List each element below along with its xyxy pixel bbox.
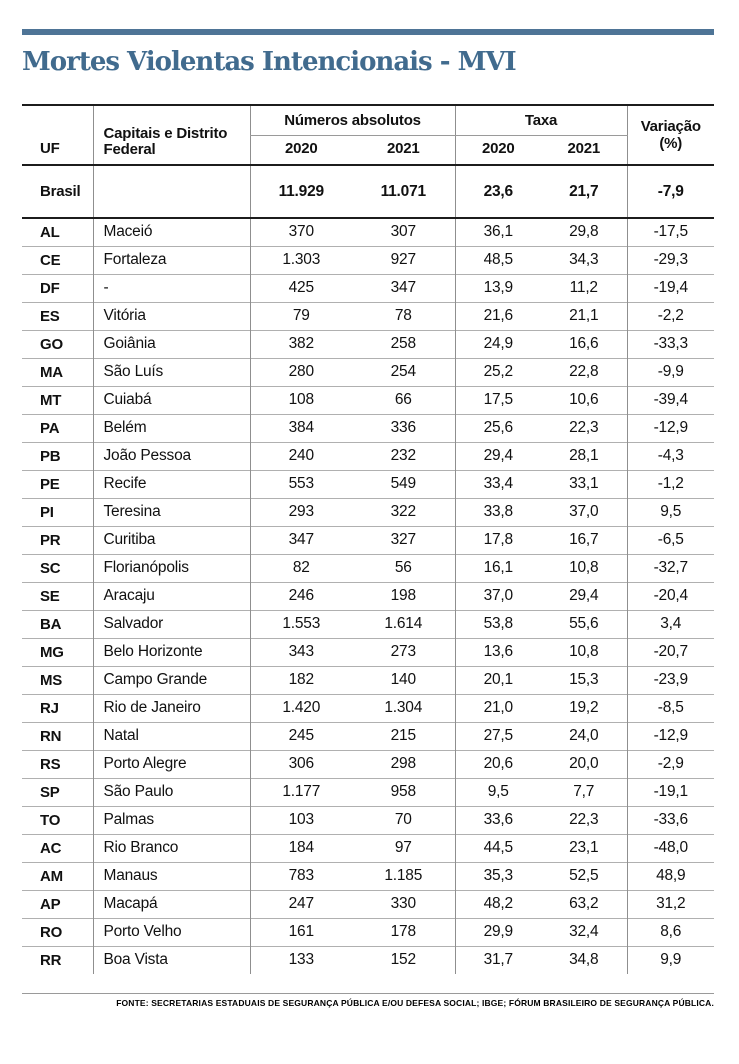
cell-capital: - xyxy=(93,274,250,302)
table-row xyxy=(22,386,714,414)
cell-taxa-2020: 13,6 xyxy=(455,638,541,666)
cell-taxa-2021: 28,1 xyxy=(569,447,599,464)
cell-abs-2020: 384 xyxy=(250,414,352,442)
cell-capital: Recife xyxy=(93,470,250,498)
table-row xyxy=(22,554,714,582)
cell-uf: BA xyxy=(40,615,62,633)
cell-capital: Maceió xyxy=(93,218,250,246)
cell-taxa-2020: 16,1 xyxy=(455,554,541,582)
cell-taxa-2021: 55,6 xyxy=(569,615,599,632)
cell-uf: SP xyxy=(40,783,60,801)
column-header-abs-2021: 2021 xyxy=(386,140,420,157)
table-row xyxy=(22,638,714,666)
cell-capital: Boa Vista xyxy=(93,946,250,974)
cell-taxa-2020: 33,4 xyxy=(455,470,541,498)
cell-taxa-2020: 37,0 xyxy=(455,582,541,610)
cell-capital: Manaus xyxy=(93,862,250,890)
cell-variacao: -39,4 xyxy=(627,386,714,414)
cell-taxa-2021: 10,8 xyxy=(569,559,599,576)
column-header-uf: UF xyxy=(40,140,60,157)
mvi-table xyxy=(22,104,714,974)
cell-taxa-2020: 31,7 xyxy=(455,946,541,974)
cell-variacao: -48,0 xyxy=(627,834,714,862)
cell-abs-2021: 152 xyxy=(390,951,416,969)
column-group-taxa: Taxa xyxy=(455,105,627,135)
cell-capital: Macapá xyxy=(93,890,250,918)
cell-taxa-2020: 21,6 xyxy=(455,302,541,330)
cell-variacao: -19,1 xyxy=(627,778,714,806)
cell-uf: RN xyxy=(40,727,62,745)
cell-taxa-2021: 23,1 xyxy=(569,839,599,856)
cell-abs-2021: 258 xyxy=(390,335,416,352)
cell-capital: São Luís xyxy=(93,358,250,386)
column-group-absolutos: Números absolutos xyxy=(250,105,455,135)
cell-abs-2020: 382 xyxy=(250,330,352,358)
cell-abs-2020: 553 xyxy=(250,470,352,498)
cell-abs-2021: 78 xyxy=(394,307,412,324)
cell-variacao: -23,9 xyxy=(627,666,714,694)
cell-capital: Vitória xyxy=(93,302,250,330)
cell-abs-2021: 347 xyxy=(390,279,416,296)
cell-abs-2021: 330 xyxy=(390,895,416,912)
cell-taxa-2020: 13,9 xyxy=(455,274,541,302)
table-body xyxy=(22,218,714,974)
cell-taxa-2021: 15,3 xyxy=(569,671,599,688)
table-row xyxy=(22,694,714,722)
cell-taxa-2021: 19,2 xyxy=(569,699,599,716)
cell-variacao: -8,5 xyxy=(627,694,714,722)
cell-taxa-2021: 24,0 xyxy=(569,727,599,744)
cell-abs-2020: 240 xyxy=(250,442,352,470)
cell-abs-2020: 783 xyxy=(250,862,352,890)
summary-row-brasil xyxy=(22,165,714,218)
cell-abs-2021: 97 xyxy=(394,839,412,856)
cell-capital: Porto Alegre xyxy=(93,750,250,778)
cell-variacao: -29,3 xyxy=(627,246,714,274)
cell-uf: MA xyxy=(40,363,63,381)
cell-variacao: -32,7 xyxy=(627,554,714,582)
cell-taxa-2020: 27,5 xyxy=(455,722,541,750)
source-note: FONTE: SECRETARIAS ESTADUAIS DE SEGURANÇA PÚBLICA E/OU DEFESA SOCIAL; IBGE; FÓRUM BRASILEIRO DE SEGURANÇA PÚBLICA. xyxy=(22,993,714,1008)
cell-taxa-2020: 48,2 xyxy=(455,890,541,918)
cell-taxa-2020: 24,9 xyxy=(455,330,541,358)
cell-uf: AM xyxy=(40,867,63,885)
cell-taxa-2020: 20,1 xyxy=(455,666,541,694)
cell-variacao: -33,3 xyxy=(627,330,714,358)
cell-taxa-2021: 29,8 xyxy=(569,223,599,241)
cell-taxa-2021: 22,3 xyxy=(569,811,599,828)
cell-taxa-2021: 34,3 xyxy=(569,251,599,268)
table-row xyxy=(22,442,714,470)
cell-abs-2020: 1.303 xyxy=(250,246,352,274)
cell-capital: Natal xyxy=(93,722,250,750)
cell-abs-2020: 425 xyxy=(250,274,352,302)
cell-taxa-2020: 35,3 xyxy=(455,862,541,890)
cell-variacao: -4,3 xyxy=(627,442,714,470)
table-row xyxy=(22,498,714,526)
cell-taxa-2020: 17,8 xyxy=(455,526,541,554)
table-row xyxy=(22,414,714,442)
cell-taxa-2021: 22,3 xyxy=(569,419,599,436)
cell-abs-2020: 247 xyxy=(250,890,352,918)
table-row xyxy=(22,470,714,498)
cell-abs-2020: 103 xyxy=(250,806,352,834)
cell-uf: PR xyxy=(40,531,61,549)
cell-abs-2020: 246 xyxy=(250,582,352,610)
cell-taxa-2021: 10,6 xyxy=(569,391,599,408)
cell-taxa-2021: 21,1 xyxy=(569,307,599,324)
table-row xyxy=(22,862,714,890)
cell-abs-2021: 298 xyxy=(390,755,416,772)
cell-abs-2020: 370 xyxy=(250,218,352,246)
cell-abs-2020: 280 xyxy=(250,358,352,386)
cell-variacao: -19,4 xyxy=(627,274,714,302)
cell-capital: Rio de Janeiro xyxy=(93,694,250,722)
cell-abs-2021: 307 xyxy=(390,223,416,241)
cell-taxa-2020: 29,9 xyxy=(455,918,541,946)
cell-variacao: 31,2 xyxy=(627,890,714,918)
cell-uf: DF xyxy=(40,279,60,297)
accent-rule xyxy=(22,29,714,35)
cell-abs-2020: 1.553 xyxy=(250,610,352,638)
cell-uf: AL xyxy=(40,223,60,241)
cell-taxa-2021: 22,8 xyxy=(569,363,599,380)
cell-taxa-2020: 53,8 xyxy=(455,610,541,638)
cell-taxa-2021: 16,6 xyxy=(569,335,599,352)
cell-taxa-2021: 16,7 xyxy=(569,531,599,548)
table-row xyxy=(22,246,714,274)
summary-taxa-2021: 21,7 xyxy=(569,182,599,200)
cell-uf: PE xyxy=(40,475,60,493)
cell-abs-2021: 198 xyxy=(390,587,416,604)
cell-taxa-2020: 25,2 xyxy=(455,358,541,386)
cell-variacao: -2,2 xyxy=(627,302,714,330)
cell-taxa-2020: 33,6 xyxy=(455,806,541,834)
cell-abs-2021: 140 xyxy=(390,671,416,688)
summary-abs-2021: 11.071 xyxy=(380,182,426,200)
cell-taxa-2021: 33,1 xyxy=(569,475,599,492)
table-row xyxy=(22,330,714,358)
cell-variacao: -17,5 xyxy=(627,218,714,246)
summary-uf: Brasil xyxy=(40,183,81,200)
cell-uf: SE xyxy=(40,587,60,605)
table-header xyxy=(22,105,714,165)
summary-capital xyxy=(93,165,250,218)
cell-uf: PI xyxy=(40,503,54,521)
column-header-taxa-2020: 2020 xyxy=(455,135,541,165)
cell-variacao: 48,9 xyxy=(627,862,714,890)
cell-uf: GO xyxy=(40,335,63,353)
cell-variacao: -9,9 xyxy=(627,358,714,386)
cell-taxa-2021: 7,7 xyxy=(573,783,595,800)
cell-variacao: -20,4 xyxy=(627,582,714,610)
summary-variacao: -7,9 xyxy=(627,165,714,218)
cell-variacao: 9,5 xyxy=(627,498,714,526)
cell-capital: Aracaju xyxy=(93,582,250,610)
cell-abs-2020: 79 xyxy=(250,302,352,330)
cell-variacao: -33,6 xyxy=(627,806,714,834)
cell-abs-2021: 322 xyxy=(390,503,416,520)
cell-taxa-2020: 33,8 xyxy=(455,498,541,526)
cell-abs-2021: 1.304 xyxy=(384,699,423,716)
cell-abs-2020: 245 xyxy=(250,722,352,750)
cell-abs-2021: 1.614 xyxy=(384,615,423,632)
cell-abs-2020: 347 xyxy=(250,526,352,554)
cell-taxa-2020: 48,5 xyxy=(455,246,541,274)
cell-taxa-2020: 44,5 xyxy=(455,834,541,862)
infographic xyxy=(22,29,714,1008)
table-row xyxy=(22,302,714,330)
cell-abs-2020: 343 xyxy=(250,638,352,666)
cell-abs-2020: 182 xyxy=(250,666,352,694)
cell-variacao: -20,7 xyxy=(627,638,714,666)
cell-uf: AC xyxy=(40,839,62,857)
cell-uf: PB xyxy=(40,447,61,465)
cell-taxa-2021: 34,8 xyxy=(569,951,599,969)
cell-abs-2021: 1.185 xyxy=(384,867,423,884)
column-header-variacao: Variação (%) xyxy=(627,105,714,165)
cell-uf: MS xyxy=(40,671,63,689)
cell-taxa-2021: 20,0 xyxy=(569,755,599,772)
cell-variacao: 3,4 xyxy=(627,610,714,638)
cell-abs-2021: 336 xyxy=(390,419,416,436)
cell-uf: AP xyxy=(40,895,61,913)
column-header-taxa-2021: 2021 xyxy=(567,140,601,157)
cell-taxa-2020: 17,5 xyxy=(455,386,541,414)
table-row xyxy=(22,666,714,694)
cell-capital: Florianópolis xyxy=(93,554,250,582)
cell-abs-2021: 327 xyxy=(390,531,416,548)
cell-variacao: -1,2 xyxy=(627,470,714,498)
cell-abs-2020: 108 xyxy=(250,386,352,414)
cell-abs-2021: 178 xyxy=(390,923,416,940)
cell-taxa-2021: 29,4 xyxy=(569,587,599,604)
table-summary xyxy=(22,165,714,218)
cell-abs-2020: 1.177 xyxy=(250,778,352,806)
cell-variacao: 9,9 xyxy=(627,946,714,974)
cell-variacao: 8,6 xyxy=(627,918,714,946)
cell-uf: PA xyxy=(40,419,60,437)
cell-abs-2021: 273 xyxy=(390,643,416,660)
cell-taxa-2020: 29,4 xyxy=(455,442,541,470)
cell-abs-2020: 161 xyxy=(250,918,352,946)
cell-capital: Campo Grande xyxy=(93,666,250,694)
cell-abs-2020: 293 xyxy=(250,498,352,526)
cell-abs-2021: 66 xyxy=(394,391,412,408)
cell-uf: TO xyxy=(40,811,61,829)
cell-variacao: -12,9 xyxy=(627,414,714,442)
cell-capital: São Paulo xyxy=(93,778,250,806)
table-row xyxy=(22,610,714,638)
cell-abs-2021: 232 xyxy=(390,447,416,464)
cell-taxa-2021: 63,2 xyxy=(569,895,599,912)
cell-taxa-2020: 20,6 xyxy=(455,750,541,778)
cell-abs-2020: 82 xyxy=(250,554,352,582)
cell-capital: Salvador xyxy=(93,610,250,638)
cell-abs-2021: 254 xyxy=(390,363,416,380)
cell-taxa-2021: 32,4 xyxy=(569,923,599,940)
cell-abs-2021: 56 xyxy=(394,559,412,576)
cell-taxa-2020: 25,6 xyxy=(455,414,541,442)
summary-taxa-2020: 23,6 xyxy=(455,165,541,218)
cell-abs-2020: 306 xyxy=(250,750,352,778)
cell-uf: MT xyxy=(40,391,62,409)
cell-uf: MG xyxy=(40,643,64,661)
cell-abs-2021: 70 xyxy=(394,811,412,828)
cell-uf: RO xyxy=(40,923,63,941)
column-header-capital: Capitais e Distrito Federal xyxy=(93,105,250,165)
cell-capital: Goiânia xyxy=(93,330,250,358)
table-row xyxy=(22,918,714,946)
table-row xyxy=(22,806,714,834)
table-row xyxy=(22,946,714,974)
cell-taxa-2020: 21,0 xyxy=(455,694,541,722)
cell-abs-2020: 133 xyxy=(250,946,352,974)
cell-capital: Cuiabá xyxy=(93,386,250,414)
cell-uf: ES xyxy=(40,307,60,325)
cell-capital: Belém xyxy=(93,414,250,442)
cell-capital: João Pessoa xyxy=(93,442,250,470)
table-row xyxy=(22,778,714,806)
cell-capital: Palmas xyxy=(93,806,250,834)
cell-uf: CE xyxy=(40,251,61,269)
cell-taxa-2020: 9,5 xyxy=(455,778,541,806)
table-row xyxy=(22,750,714,778)
cell-uf: RS xyxy=(40,755,61,773)
table-row xyxy=(22,274,714,302)
cell-capital: Rio Branco xyxy=(93,834,250,862)
table-row xyxy=(22,890,714,918)
cell-abs-2020: 1.420 xyxy=(250,694,352,722)
cell-variacao: -12,9 xyxy=(627,722,714,750)
page-title: Mortes Violentas Intencionais - MVI xyxy=(22,47,516,77)
cell-uf: RR xyxy=(40,951,62,969)
column-header-abs-2020: 2020 xyxy=(250,135,352,165)
cell-capital: Curitiba xyxy=(93,526,250,554)
cell-capital: Belo Horizonte xyxy=(93,638,250,666)
cell-taxa-2021: 11,2 xyxy=(569,279,598,296)
cell-taxa-2020: 36,1 xyxy=(455,218,541,246)
cell-abs-2021: 927 xyxy=(390,251,416,268)
cell-variacao: -2,9 xyxy=(627,750,714,778)
table-row xyxy=(22,722,714,750)
cell-abs-2021: 549 xyxy=(390,475,416,492)
table-row xyxy=(22,358,714,386)
cell-taxa-2021: 10,8 xyxy=(569,643,599,660)
table-row xyxy=(22,526,714,554)
summary-abs-2020: 11.929 xyxy=(250,165,352,218)
cell-abs-2021: 215 xyxy=(390,727,416,744)
cell-capital: Fortaleza xyxy=(93,246,250,274)
cell-taxa-2021: 52,5 xyxy=(569,867,599,884)
cell-abs-2021: 958 xyxy=(390,783,416,800)
table-row xyxy=(22,582,714,610)
cell-variacao: -6,5 xyxy=(627,526,714,554)
cell-capital: Porto Velho xyxy=(93,918,250,946)
cell-taxa-2021: 37,0 xyxy=(569,503,599,520)
table-row xyxy=(22,218,714,246)
cell-abs-2020: 184 xyxy=(250,834,352,862)
table-row xyxy=(22,834,714,862)
cell-uf: RJ xyxy=(40,699,59,717)
cell-capital: Teresina xyxy=(93,498,250,526)
cell-uf: SC xyxy=(40,559,61,577)
